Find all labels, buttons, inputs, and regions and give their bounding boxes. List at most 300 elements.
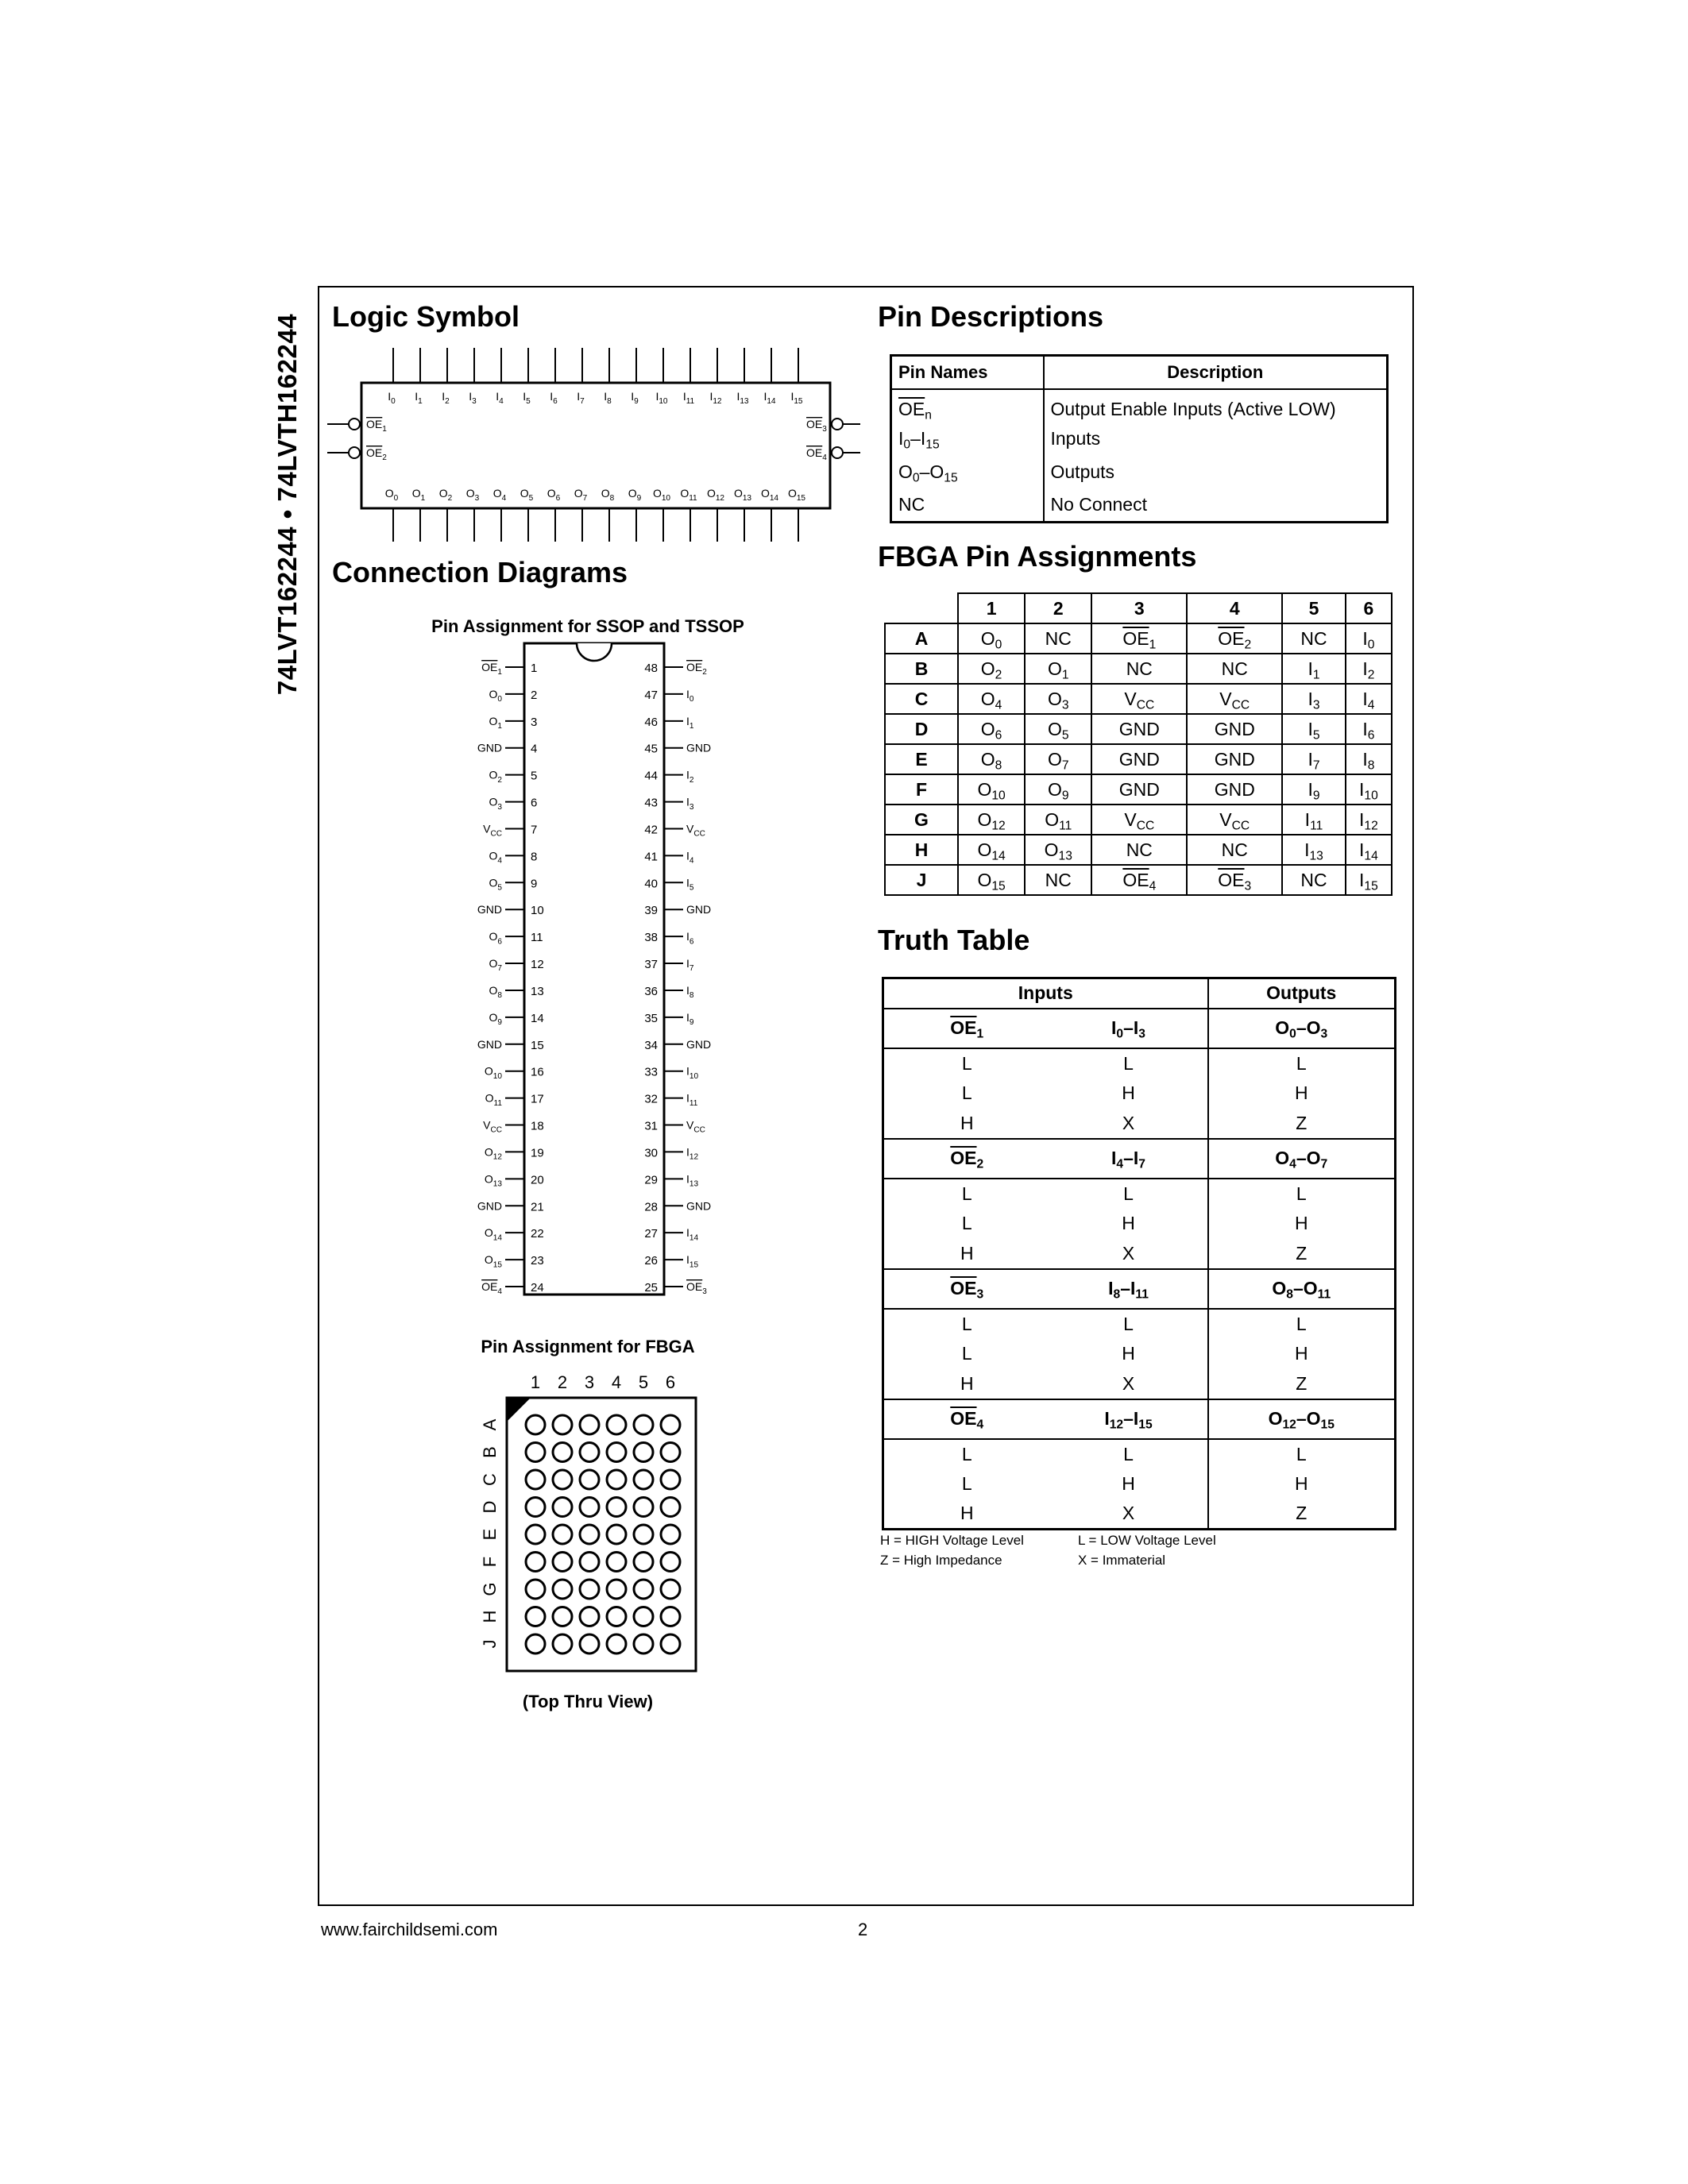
pin-name: $I_{13}$ xyxy=(686,1172,699,1189)
fbga-ball xyxy=(580,1607,599,1626)
fbga-ball xyxy=(607,1607,626,1626)
pin-number: 48 xyxy=(644,662,658,675)
output-pin-label: $O_3$ xyxy=(465,487,480,504)
inversion-bubble xyxy=(832,447,843,458)
fbga-ball xyxy=(607,1580,626,1599)
fbga-caption: (Top Thru View) xyxy=(522,1692,654,1711)
pin-description-row xyxy=(891,389,1388,423)
pin-name: $I_{12}$ xyxy=(686,1145,699,1162)
pin-number: 30 xyxy=(644,1146,658,1160)
truth-cell: H xyxy=(1208,1078,1396,1109)
fbga-cell: $\overline{OE}_3$ xyxy=(1187,865,1282,895)
fbga-ball xyxy=(553,1498,572,1517)
fbga-ball xyxy=(553,1415,572,1434)
output-range-header: $O_0-O_3$ xyxy=(1208,1009,1396,1048)
pin-number: 32 xyxy=(644,1092,658,1106)
truth-cell: L xyxy=(1208,1309,1396,1339)
fbga-cell: $O_7$ xyxy=(1025,744,1091,774)
pin-name: $O_{13}$ xyxy=(484,1172,502,1189)
output-pin-label: $O_{15}$ xyxy=(787,487,806,504)
fbga-cell: $O_0$ xyxy=(958,623,1025,654)
truth-cell: Z xyxy=(1208,1239,1396,1269)
truth-cell: L xyxy=(961,1313,972,1334)
pin1-marker xyxy=(507,1398,531,1422)
truth-table xyxy=(882,977,1396,1530)
pin-name: $I_8$ xyxy=(686,983,694,1001)
pin-name: $V_{CC}$ xyxy=(686,1118,705,1135)
pin-name: $I_{11}$ xyxy=(686,1091,698,1108)
pin-name: $I_7$ xyxy=(686,957,694,974)
fbga-row xyxy=(885,865,1392,895)
pin-name: $I_2$ xyxy=(686,768,694,785)
fbga-ball xyxy=(661,1580,680,1599)
fbga-cell: GND xyxy=(1187,774,1282,805)
fbga-row xyxy=(885,744,1392,774)
fbga-cell: $O_9$ xyxy=(1025,774,1091,805)
pin-number: 10 xyxy=(531,904,544,918)
fbga-cell: $O_6$ xyxy=(958,714,1025,744)
input-pin-label: $I_3$ xyxy=(469,390,477,407)
logic-symbol-box xyxy=(361,383,830,508)
input-pin-label: $I_1$ xyxy=(415,390,423,407)
pin-name: GND xyxy=(477,903,502,916)
pin-number: 8 xyxy=(531,850,538,864)
fbga-cell: $I_9$ xyxy=(1282,774,1346,805)
ssop-title: Pin Assignment for SSOP and TSSOP xyxy=(431,616,744,636)
fbga-cell: $V_{CC}$ xyxy=(1091,805,1187,835)
pin-number: 18 xyxy=(531,1119,544,1133)
fbga-ball xyxy=(634,1607,653,1626)
fbga-row-label: H xyxy=(479,1610,500,1623)
inputs-header: Inputs xyxy=(883,978,1208,1009)
pin-name: $V_{CC}$ xyxy=(483,822,502,839)
fbga-ball-diagram xyxy=(469,1368,715,1677)
fbga-row-label: C xyxy=(479,1473,500,1486)
fbga-ball xyxy=(553,1443,572,1462)
truth-cell: X xyxy=(1122,1242,1135,1264)
fbga-cell: $I_1$ xyxy=(1282,654,1346,684)
fbga-column-header: 6 xyxy=(1346,593,1392,623)
truth-row xyxy=(883,1179,1396,1209)
pin-name: $V_{CC}$ xyxy=(483,1118,502,1135)
fbga-ball xyxy=(661,1498,680,1517)
pin-name: $O_4$ xyxy=(489,849,502,866)
fbga-column-header: 3 xyxy=(1091,593,1187,623)
fbga-ball xyxy=(526,1553,545,1572)
output-pin-label: $O_{12}$ xyxy=(706,487,725,504)
fbga-ball xyxy=(634,1470,653,1489)
input-pin-label: $I_{11}$ xyxy=(682,390,695,407)
truth-cell: H xyxy=(960,1503,974,1524)
pin-number: 33 xyxy=(644,1065,658,1079)
truth-cell: X xyxy=(1122,1503,1135,1524)
pin-number: 9 xyxy=(531,877,538,891)
input-range-header: $I_{12}-I_{15}$ xyxy=(1050,1399,1208,1439)
fbga-cell: $I_5$ xyxy=(1282,714,1346,744)
fbga-cell: $\overline{OE}_4$ xyxy=(1091,865,1187,895)
fbga-row-label: G xyxy=(479,1582,500,1596)
fbga-ball xyxy=(607,1498,626,1517)
truth-cell: Z xyxy=(1208,1369,1396,1399)
pin-number: 15 xyxy=(531,1038,544,1052)
logic-symbol-diagram xyxy=(318,341,874,548)
fbga-cell: NC xyxy=(1282,865,1346,895)
output-pin-label: $O_4$ xyxy=(492,487,507,504)
fbga-row-header: J xyxy=(885,865,958,895)
description-header: Description xyxy=(1044,356,1388,389)
fbga-row xyxy=(885,684,1392,714)
input-range-header: $I_8-I_{11}$ xyxy=(1050,1269,1208,1309)
fbga-row-header: C xyxy=(885,684,958,714)
fbga-cell: $I_{13}$ xyxy=(1282,835,1346,865)
truth-row xyxy=(883,1339,1396,1369)
pin-name-cell: NC xyxy=(898,494,925,515)
pin-number: 16 xyxy=(531,1065,544,1079)
pin-number: 23 xyxy=(531,1254,544,1268)
output-pin-label: $O_{14}$ xyxy=(760,487,779,504)
oe-label: $OE_2$ xyxy=(366,446,387,463)
fbga-cell: $V_{CC}$ xyxy=(1187,684,1282,714)
pin-number: 19 xyxy=(531,1146,544,1160)
fbga-ball xyxy=(526,1634,545,1653)
fbga-cell: NC xyxy=(1187,835,1282,865)
pin-number: 2 xyxy=(531,688,538,702)
output-pin-label: $O_1$ xyxy=(411,487,426,504)
pin-name: GND xyxy=(477,1199,502,1213)
pin-name: $O_0$ xyxy=(489,687,502,704)
pin-number: 43 xyxy=(644,796,658,810)
pin-name-cell: $O_0-O_{15}$ xyxy=(898,461,958,485)
fbga-row-header: B xyxy=(885,654,958,684)
fbga-ball xyxy=(634,1634,653,1653)
fbga-ball xyxy=(634,1498,653,1517)
pin-description-cell: Outputs xyxy=(1044,456,1388,489)
pin-number: 42 xyxy=(644,823,658,837)
fbga-ball xyxy=(634,1525,653,1544)
pin-number: 47 xyxy=(644,688,658,702)
fbga-cell: GND xyxy=(1091,774,1187,805)
fbga-cell: $I_6$ xyxy=(1346,714,1392,744)
fbga-row xyxy=(885,805,1392,835)
truth-cell: Z xyxy=(1208,1499,1396,1530)
output-pin-label: $O_9$ xyxy=(628,487,642,504)
pin-name: GND xyxy=(686,1037,712,1051)
fbga-ball xyxy=(553,1525,572,1544)
fbga-row-header: H xyxy=(885,835,958,865)
truth-cell: X xyxy=(1122,1372,1135,1394)
pin-description-cell: Output Enable Inputs (Active LOW) xyxy=(1044,389,1388,423)
fbga-row-header: D xyxy=(885,714,958,744)
truth-cell: L xyxy=(1123,1052,1134,1074)
fbga-ball xyxy=(661,1415,680,1434)
fbga-cell: $O_{10}$ xyxy=(958,774,1025,805)
fbga-column-label: 1 xyxy=(530,1372,541,1392)
fbga-ball xyxy=(580,1415,599,1434)
input-pin-label: $I_{13}$ xyxy=(736,390,749,407)
fbga-ball xyxy=(607,1634,626,1653)
input-pin-label: $I_5$ xyxy=(523,390,531,407)
truth-cell: L xyxy=(961,1343,972,1364)
output-range-header: $O_8-O_{11}$ xyxy=(1208,1269,1396,1309)
fbga-cell: NC xyxy=(1025,865,1091,895)
fbga-ball xyxy=(661,1443,680,1462)
fbga-column-header: 2 xyxy=(1025,593,1091,623)
truth-cell: H xyxy=(1208,1339,1396,1369)
fbga-pin-assignments-table xyxy=(884,592,1393,896)
fbga-cell: $V_{CC}$ xyxy=(1187,805,1282,835)
pin-number: 26 xyxy=(644,1254,658,1268)
fbga-ball xyxy=(526,1498,545,1517)
fbga-cell: $O_{12}$ xyxy=(958,805,1025,835)
fbga-column-header: 4 xyxy=(1187,593,1282,623)
output-pin-label: $O_6$ xyxy=(547,487,561,504)
fbga-row xyxy=(885,654,1392,684)
legend-z: Z = High Impedance xyxy=(880,1553,1002,1568)
fbga-ball xyxy=(526,1580,545,1599)
logic-symbol-title: Logic Symbol xyxy=(332,300,520,333)
legend-x: X = Immaterial xyxy=(1078,1553,1166,1568)
pin-number: 40 xyxy=(644,877,658,891)
truth-cell: H xyxy=(1122,1343,1135,1364)
fbga-cell: $O_{11}$ xyxy=(1025,805,1091,835)
pin-number: 25 xyxy=(644,1281,658,1295)
fbga-cell: $I_{12}$ xyxy=(1346,805,1392,835)
legend-low: L = LOW Voltage Level xyxy=(1078,1533,1216,1548)
ssop-pinout-diagram xyxy=(445,635,763,1318)
fbga-cell: $I_{10}$ xyxy=(1346,774,1392,805)
pin-descriptions-title: Pin Descriptions xyxy=(878,300,1104,333)
pin-number: 35 xyxy=(644,1011,658,1025)
truth-cell: L xyxy=(1123,1183,1134,1204)
pin-number: 39 xyxy=(644,904,658,918)
fbga-ball xyxy=(661,1634,680,1653)
fbga-cell: $O_{14}$ xyxy=(958,835,1025,865)
pin-name-cell: $\overline{OE}_n$ xyxy=(898,398,932,423)
input-range-header: $I_0-I_3$ xyxy=(1050,1009,1208,1048)
fbga-ball xyxy=(553,1607,572,1626)
pin-number: 34 xyxy=(644,1038,658,1052)
footer-url[interactable]: www.fairchildsemi.com xyxy=(321,1920,498,1939)
package-notch xyxy=(577,643,612,661)
fbga-ball xyxy=(634,1553,653,1572)
truth-cell: H xyxy=(1122,1473,1135,1494)
pin-name: $OE_3$ xyxy=(686,1280,707,1297)
fbga-row-header: G xyxy=(885,805,958,835)
oe-header: $\overline{OE}_3$ xyxy=(883,1269,1050,1309)
truth-row xyxy=(883,1109,1396,1139)
fbga-ball xyxy=(661,1553,680,1572)
fbga-column-label: 4 xyxy=(611,1372,622,1392)
fbga-cell: $I_3$ xyxy=(1282,684,1346,714)
pin-number: 38 xyxy=(644,931,658,945)
fbga-ball xyxy=(580,1634,599,1653)
oe-label: $OE_1$ xyxy=(366,418,387,434)
truth-group-header xyxy=(883,1009,1396,1048)
fbga-ball xyxy=(526,1470,545,1489)
truth-row xyxy=(883,1048,1396,1078)
fbga-table-corner xyxy=(885,593,958,623)
fbga-cell: $I_4$ xyxy=(1346,684,1392,714)
fbga-cell: NC xyxy=(1091,835,1187,865)
pin-number: 28 xyxy=(644,1200,658,1214)
truth-cell: H xyxy=(1122,1082,1135,1103)
pin-name: $I_{14}$ xyxy=(686,1226,699,1243)
fbga-cell: NC xyxy=(1187,654,1282,684)
fbga-row-header: A xyxy=(885,623,958,654)
pin-name: $I_0$ xyxy=(686,687,694,704)
truth-cell: X xyxy=(1122,1112,1135,1133)
truth-cell: L xyxy=(961,1183,972,1204)
fbga-cell: $I_{11}$ xyxy=(1282,805,1346,835)
truth-cell: L xyxy=(961,1473,972,1494)
input-pin-label: $I_2$ xyxy=(442,390,450,407)
connection-diagrams-title: Connection Diagrams xyxy=(332,556,628,588)
input-pin-label: $I_{10}$ xyxy=(655,390,668,407)
fbga-ball xyxy=(634,1415,653,1434)
fbga-ball xyxy=(553,1553,572,1572)
pin-descriptions-table xyxy=(890,354,1389,523)
fbga-cell: GND xyxy=(1091,714,1187,744)
pin-name: $OE_4$ xyxy=(481,1280,502,1297)
pin-number: 29 xyxy=(644,1173,658,1187)
fbga-row-header: E xyxy=(885,744,958,774)
fbga-row-label: E xyxy=(479,1528,500,1541)
pin-number: 21 xyxy=(531,1200,544,1214)
pin-name: $O_{11}$ xyxy=(485,1091,502,1108)
truth-cell: L xyxy=(961,1213,972,1233)
input-pin-label: $I_8$ xyxy=(604,390,612,407)
input-pin-label: $I_6$ xyxy=(550,390,558,407)
fbga-ball xyxy=(661,1607,680,1626)
fbga-ball xyxy=(580,1470,599,1489)
pin-name: $O_{10}$ xyxy=(484,1064,502,1081)
truth-cell: H xyxy=(960,1372,974,1394)
fbga-ball xyxy=(580,1498,599,1517)
fbga-row-label: A xyxy=(479,1418,500,1431)
pin-name: $O_{12}$ xyxy=(484,1145,502,1162)
pin-name: GND xyxy=(686,1199,712,1213)
oe-label: $OE_3$ xyxy=(806,418,827,434)
pin-description-row xyxy=(891,423,1388,456)
fbga-cell: $\overline{OE}_1$ xyxy=(1091,623,1187,654)
pin-name: $OE_2$ xyxy=(686,661,707,677)
pin-number: 36 xyxy=(644,984,658,998)
input-pin-label: $I_{14}$ xyxy=(763,390,776,407)
pin-name: $I_5$ xyxy=(686,876,694,893)
input-pin-label: $I_{15}$ xyxy=(790,390,803,407)
output-pin-label: $O_7$ xyxy=(574,487,588,504)
output-range-header: $O_{12}-O_{15}$ xyxy=(1208,1399,1396,1439)
fbga-row xyxy=(885,714,1392,744)
truth-cell: H xyxy=(1208,1209,1396,1239)
fbga-ball xyxy=(526,1443,545,1462)
truth-cell: L xyxy=(1208,1048,1396,1078)
output-pin-label: $O_{11}$ xyxy=(680,487,697,504)
input-pin-label: $I_0$ xyxy=(388,390,396,407)
pin-name: $O_5$ xyxy=(489,876,502,893)
fbga-row-label: F xyxy=(479,1556,500,1568)
fbga-ball xyxy=(580,1443,599,1462)
pin-number: 27 xyxy=(644,1227,658,1241)
inversion-bubble xyxy=(349,447,360,458)
outputs-header: Outputs xyxy=(1208,978,1396,1009)
pin-description-row xyxy=(891,456,1388,489)
pin-name: $I_{15}$ xyxy=(686,1253,699,1270)
pin-description-cell: No Connect xyxy=(1044,489,1388,523)
input-pin-label: $I_4$ xyxy=(496,390,504,407)
pin-number: 31 xyxy=(644,1119,658,1133)
page-number: 2 xyxy=(858,1920,868,1939)
pin-name-cell: $I_0-I_{15}$ xyxy=(898,428,940,452)
truth-cell: H xyxy=(960,1112,974,1133)
fbga-pin-assignments-title: FBGA Pin Assignments xyxy=(878,540,1197,573)
truth-table-title: Truth Table xyxy=(878,924,1030,956)
fbga-diagram-title: Pin Assignment for FBGA xyxy=(481,1337,695,1356)
pin-name: $I_4$ xyxy=(686,849,694,866)
fbga-ball xyxy=(661,1525,680,1544)
fbga-cell: $\overline{OE}_2$ xyxy=(1187,623,1282,654)
truth-row xyxy=(883,1239,1396,1269)
pin-name: GND xyxy=(477,1037,502,1051)
truth-cell: L xyxy=(961,1443,972,1464)
pin-description-cell: Inputs xyxy=(1044,423,1388,456)
fbga-ball xyxy=(661,1470,680,1489)
pin-number: 6 xyxy=(531,796,538,810)
fbga-column-label: 6 xyxy=(665,1372,676,1392)
fbga-cell: $I_2$ xyxy=(1346,654,1392,684)
oe-label: $OE_4$ xyxy=(806,446,827,463)
fbga-ball xyxy=(607,1470,626,1489)
output-range-header: $O_4-O_7$ xyxy=(1208,1139,1396,1179)
fbga-column-label: 3 xyxy=(584,1372,595,1392)
fbga-row-label: B xyxy=(479,1446,500,1458)
fbga-cell: GND xyxy=(1187,714,1282,744)
fbga-column-label: 5 xyxy=(638,1372,649,1392)
output-pin-label: $O_5$ xyxy=(520,487,534,504)
fbga-cell: $I_8$ xyxy=(1346,744,1392,774)
pin-name: $OE_1$ xyxy=(481,661,502,677)
fbga-ball xyxy=(580,1553,599,1572)
pin-number: 46 xyxy=(644,715,658,729)
truth-cell: L xyxy=(1123,1443,1134,1464)
fbga-ball xyxy=(634,1580,653,1599)
pin-name: $I_9$ xyxy=(686,1010,694,1028)
fbga-row xyxy=(885,623,1392,654)
pin-number: 17 xyxy=(531,1092,544,1106)
pin-name: $I_3$ xyxy=(686,795,694,812)
pin-name: $O_{15}$ xyxy=(484,1253,502,1270)
fbga-ball xyxy=(526,1607,545,1626)
output-pin-label: $O_{13}$ xyxy=(733,487,752,504)
pin-number: 12 xyxy=(531,958,544,972)
truth-row xyxy=(883,1369,1396,1399)
pin-number: 11 xyxy=(531,931,543,945)
pin-name: GND xyxy=(477,741,502,754)
truth-row xyxy=(883,1078,1396,1109)
fbga-ball xyxy=(607,1443,626,1462)
oe-header: $\overline{OE}_4$ xyxy=(883,1399,1050,1439)
fbga-cell: $O_8$ xyxy=(958,744,1025,774)
truth-cell: Z xyxy=(1208,1109,1396,1139)
fbga-ball xyxy=(553,1634,572,1653)
pin-number: 37 xyxy=(644,958,658,972)
fbga-column-header: 1 xyxy=(958,593,1025,623)
truth-row xyxy=(883,1469,1396,1499)
input-pin-label: $I_9$ xyxy=(631,390,639,407)
fbga-cell: $I_0$ xyxy=(1346,623,1392,654)
pin-names-header: Pin Names xyxy=(891,356,1044,389)
inversion-bubble xyxy=(349,419,360,430)
